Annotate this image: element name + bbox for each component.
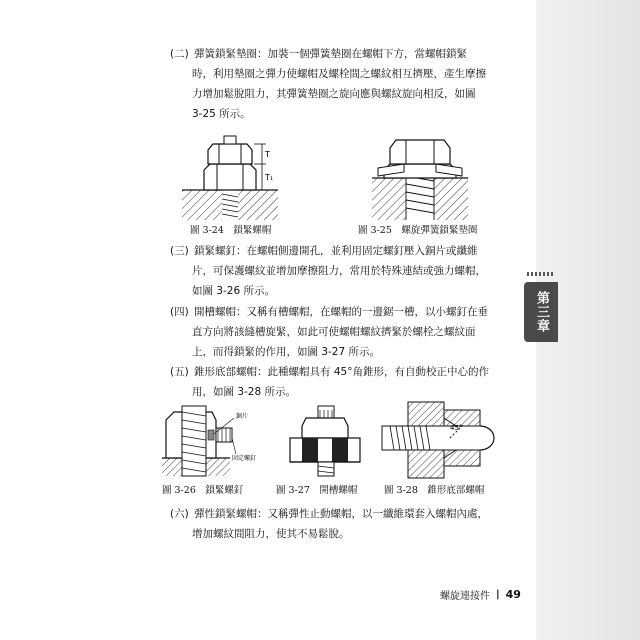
- section-slotted-nut: [170, 302, 510, 366]
- figure-lock-screw: [160, 404, 272, 478]
- chapter-dots: [527, 272, 553, 276]
- section-label: (六): [170, 508, 189, 520]
- figure-caption: 圖 3-27 開槽螺帽: [276, 485, 358, 496]
- label-set-screw: 固定螺釘: [232, 455, 257, 462]
- chapter-tab[interactable]: 第三章: [524, 282, 558, 342]
- section-lock-screw: [170, 241, 510, 305]
- section-spring-washer: [170, 44, 510, 128]
- paragraph-line: 上，而得鎖緊的作用，如圖 3-27 所示。: [192, 346, 381, 358]
- footer-separator: |: [496, 589, 500, 600]
- section-elastic-lock-nut: [170, 504, 510, 548]
- section-label: (五): [170, 366, 189, 378]
- paragraph-line: 用，如圖 3-28 所示。: [192, 386, 297, 398]
- section-label: (四): [170, 306, 189, 318]
- footer-section-title: 螺旋連接件: [440, 591, 490, 602]
- section-label: (二): [170, 48, 189, 60]
- label-copper-sheet: 銅片: [236, 413, 249, 420]
- section-label: (三): [170, 245, 189, 257]
- figure-slotted-nut: [288, 404, 362, 478]
- paragraph-line: 彈性鎖緊螺帽：又稱彈性止動螺帽，以一纖維環套入螺帽內處，: [194, 508, 488, 520]
- figure-lock-nut: [180, 134, 280, 224]
- page-number: 49: [505, 588, 521, 601]
- paragraph-line: 片，可保護螺紋並增加摩擦阻力，常用於特殊連結或強力螺帽，: [192, 265, 486, 277]
- paragraph-line: 鎖緊螺釘：在螺帽側邊開孔，並利用固定螺釘壓入銅片或纖維: [194, 245, 478, 257]
- paragraph-line: 開槽螺帽：又稱有槽螺帽，在螺帽的一邊鋸一槽，以小螺釘在垂: [194, 306, 488, 318]
- angle-label: 45°: [450, 424, 463, 432]
- dimension-t: T: [265, 150, 270, 159]
- figure-caption: 圖 3-28 錐形底部螺帽: [384, 485, 485, 496]
- figure-caption: 圖 3-25 螺旋彈簧鎖緊墊圈: [358, 225, 478, 236]
- figure-caption: 圖 3-24 鎖緊螺帽: [190, 225, 272, 236]
- paragraph-line: 直方向將該縫槽旋緊，如此可使螺帽螺紋擠緊於螺栓之螺紋面: [192, 326, 476, 338]
- dimension-t1: T₁: [265, 173, 274, 182]
- paragraph-line: 力增加鬆脫阻力，其彈簧墊圈之旋向應與螺紋旋向相反，如圖: [192, 88, 476, 100]
- paragraph-line: 如圖 3-26 所示。: [192, 285, 276, 297]
- page-footer: [440, 587, 521, 602]
- paragraph-line: 增加螺紋間阻力，使其不易鬆脫。: [192, 528, 350, 540]
- figure-spring-lock-washer: [370, 134, 470, 224]
- figure-caption: 圖 3-26 鎖緊螺釘: [162, 485, 244, 496]
- figure-cone-nut: [380, 400, 500, 480]
- paragraph-line: 錐形底部螺帽：此種螺帽具有 45°角錐形，有自動校正中心的作: [194, 366, 489, 378]
- paragraph-line: 3-25 所示。: [192, 108, 251, 120]
- paragraph-line: 時，利用墊圈之彈力使螺帽及螺栓間之螺紋相互擠壓，產生摩擦: [192, 68, 486, 80]
- paragraph-line: 彈簧鎖緊墊圈：加裝一個彈簧墊圈在螺帽下方，當螺帽鎖緊: [194, 48, 467, 60]
